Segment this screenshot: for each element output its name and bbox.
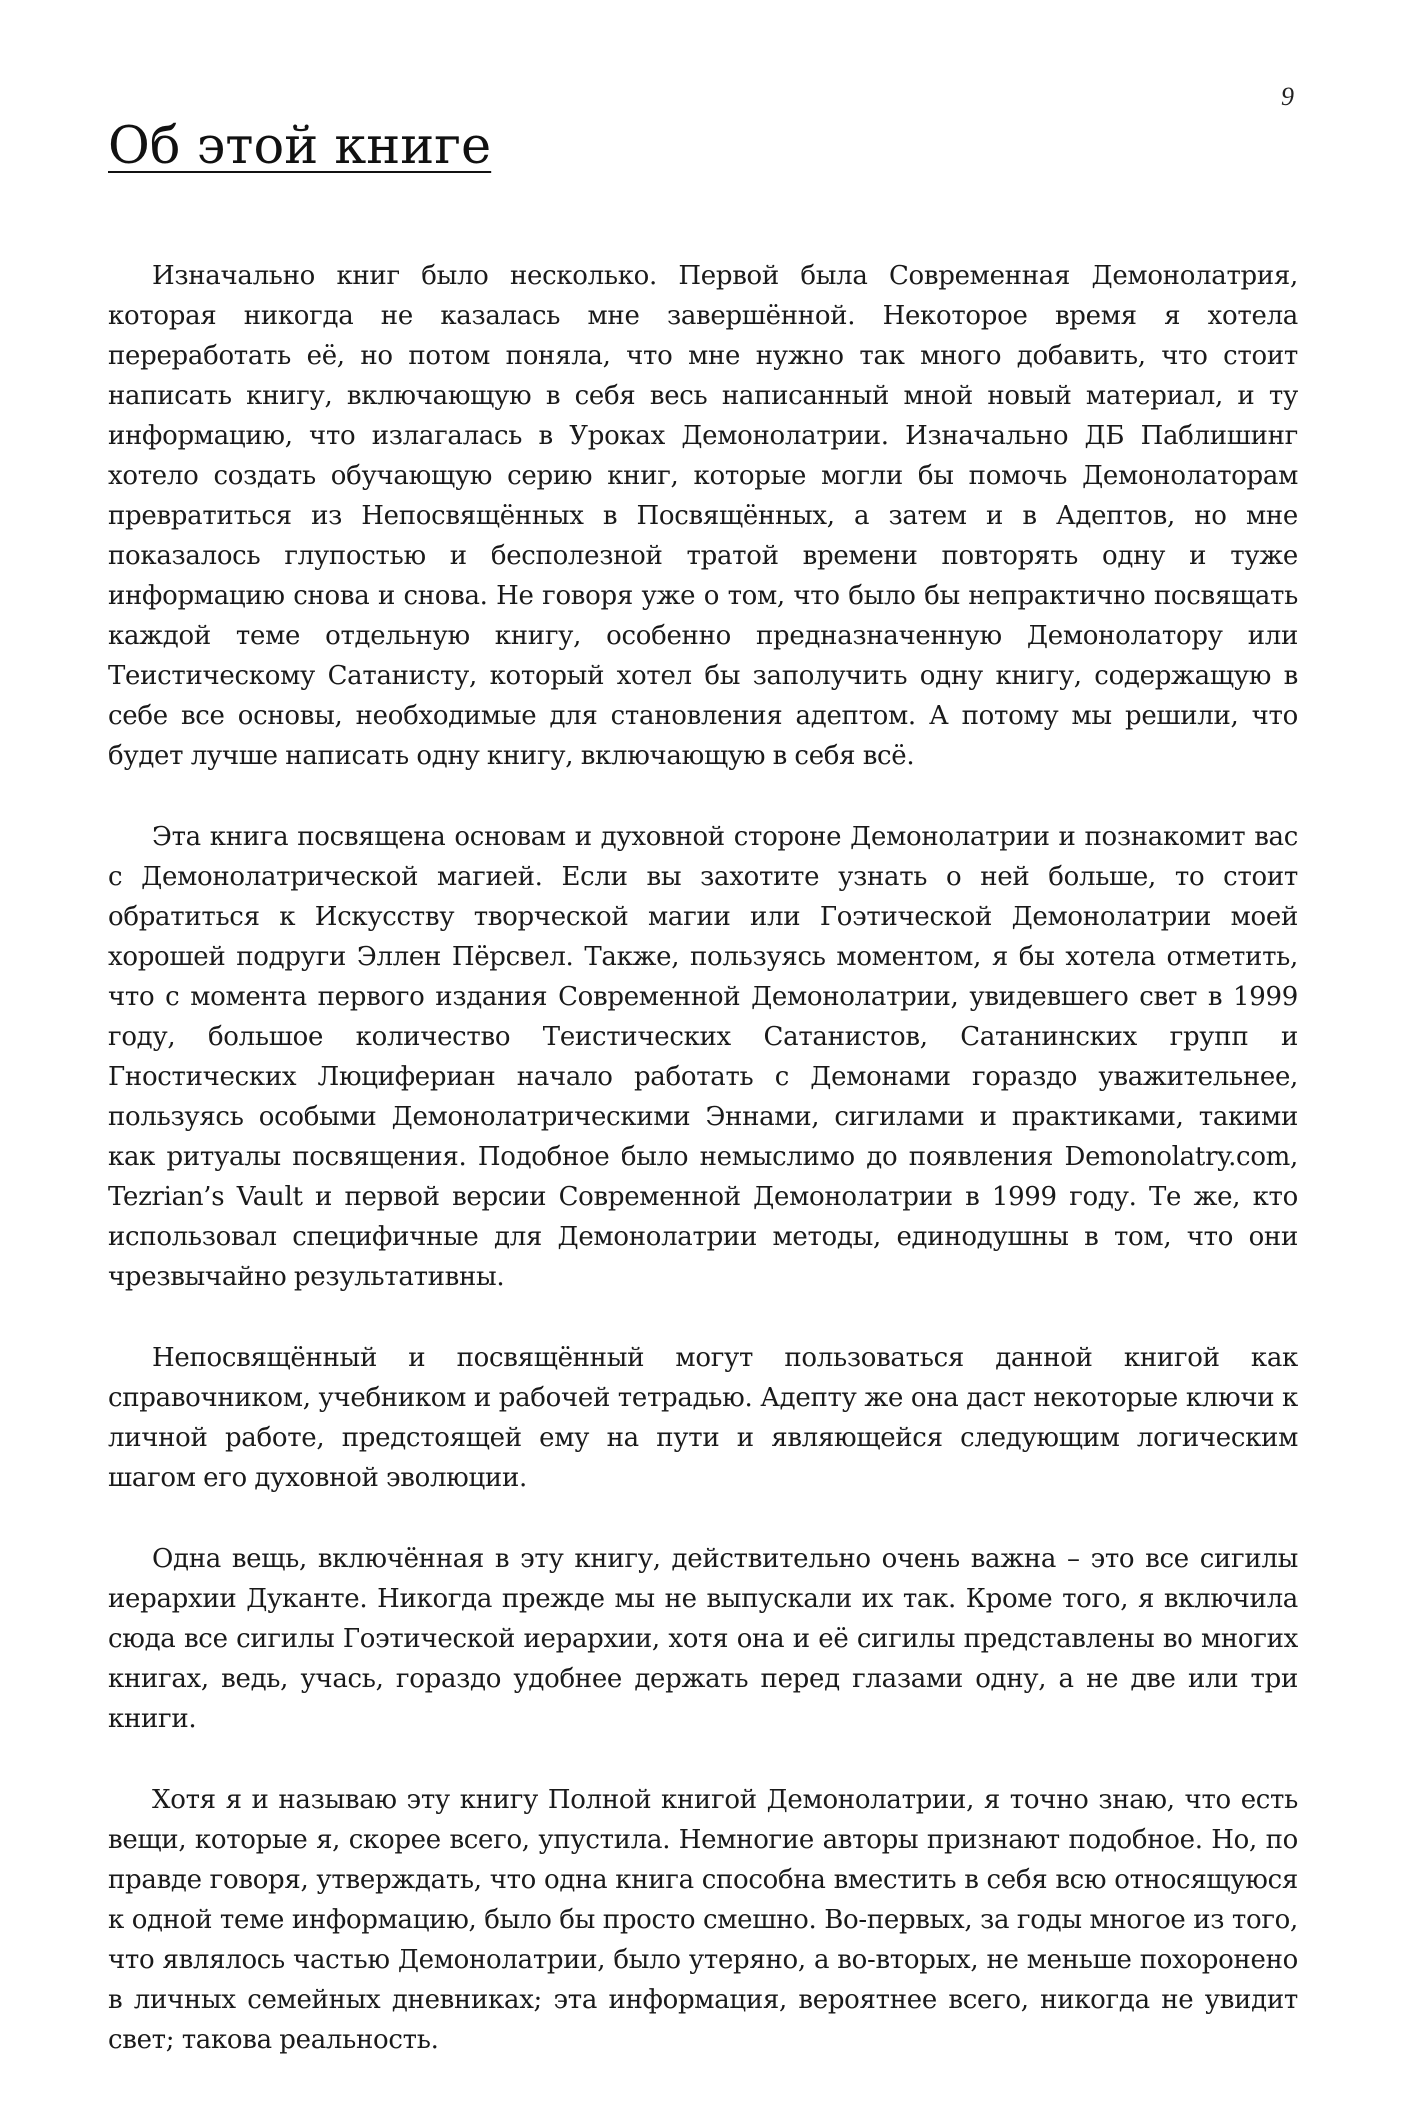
paragraph: Эта книга посвящена основам и духовной стороне Демонолатрии и познакомит вас с Демонолатрической магией. Если вы захотите узнать о ней больше, то стоит обратиться к Искусству творческой магии или Гоэтической Демонолатрии моей хорошей подруги Эллен Пёрсвел. Также, пользуясь моментом, я бы хотела отметить, что с момента первого издания Современной Демонолатрии, увидевшего свет в 1999 году, большое количество Теистических Сатанистов, Сатанинских групп и Гностических Люцифериан начало работать с Демонами гораздо уважительнее, пользуясь особыми Демонолатрическими Эннами, сигилами и практиками, такими как ритуалы посвящения. Подобное было немыслимо до появления Demonolatry.com, Tezrian’s Vault и первой версии Современной Демонолатрии в 1999 году. Те же, кто использовал специфичные для Демонолатрии методы, единодушны в том, что они чрезвычайно результативны. bbox=[108, 822, 1298, 1292]
body-text bbox=[108, 256, 1298, 2101]
page-title: Об этой книге bbox=[108, 117, 492, 176]
paragraph: Непосвящённый и посвящённый могут пользоваться данной книгой как справочником, учебником и рабочей тетрадью. Адепту же она даст некоторые ключи к личной работе, предстоящей ему на пути и являющейся следующим логическим шагом его духовной эволюции. bbox=[108, 1343, 1298, 1493]
paragraph: Изначально книг было несколько. Первой была Современная Демонолатрия, которая никогда не казалась мне завершённой. Некоторое время я хотела переработать её, но потом поняла, что мне нужно так много добавить, что стоит написать книгу, включающую в себя весь написанный мной новый материал, и ту информацию, что излагалась в Уроках Демонолатрии. Изначально ДБ Паблишинг хотело создать обучающую серию книг, которые могли бы помочь Демонолаторам превратиться из Непосвящённых в Посвящённых, а затем и в Адептов, но мне показалось глупостью и бесполезной тратой времени повторять одну и туже информацию снова и снова. Не говоря уже о том, что было бы непрактично посвящать каждой теме отдельную книгу, особенно предназначенную Демонолатору или Теистическому Сатанисту, который хотел бы заполучить одну книгу, содержащую в себе все основы, необходимые для становления адептом. А потому мы решили, что будет лучше написать одну книгу, включающую в себя всё. bbox=[108, 261, 1298, 771]
paragraph: Одна вещь, включённая в эту книгу, действительно очень важна – это все сигилы иерархии Дуканте. Никогда прежде мы не выпускали их так. Кроме того, я включила сюда все сигилы Гоэтической иерархии, хотя она и её сигилы представлены во многих книгах, ведь, учась, гораздо удобнее держать перед глазами одну, а не две или три книги. bbox=[108, 1544, 1298, 1734]
page-number: 9 bbox=[1281, 82, 1294, 111]
paragraph: Хотя я и называю эту книгу Полной книгой Демонолатрии, я точно знаю, что есть вещи, которые я, скорее всего, упустила. Немногие авторы признают подобное. Но, по правде говоря, утверждать, что одна книга способна вместить в себя всю относящуюся к одной теме информацию, было бы просто смешно. Во-первых, за годы многое из того, что являлось частью Демонолатрии, было утеряно, а во-вторых, не меньше похоронено в личных семейных дневниках; эта информация, вероятнее всего, никогда не увидит свет; такова реальность. bbox=[108, 1785, 1298, 2055]
